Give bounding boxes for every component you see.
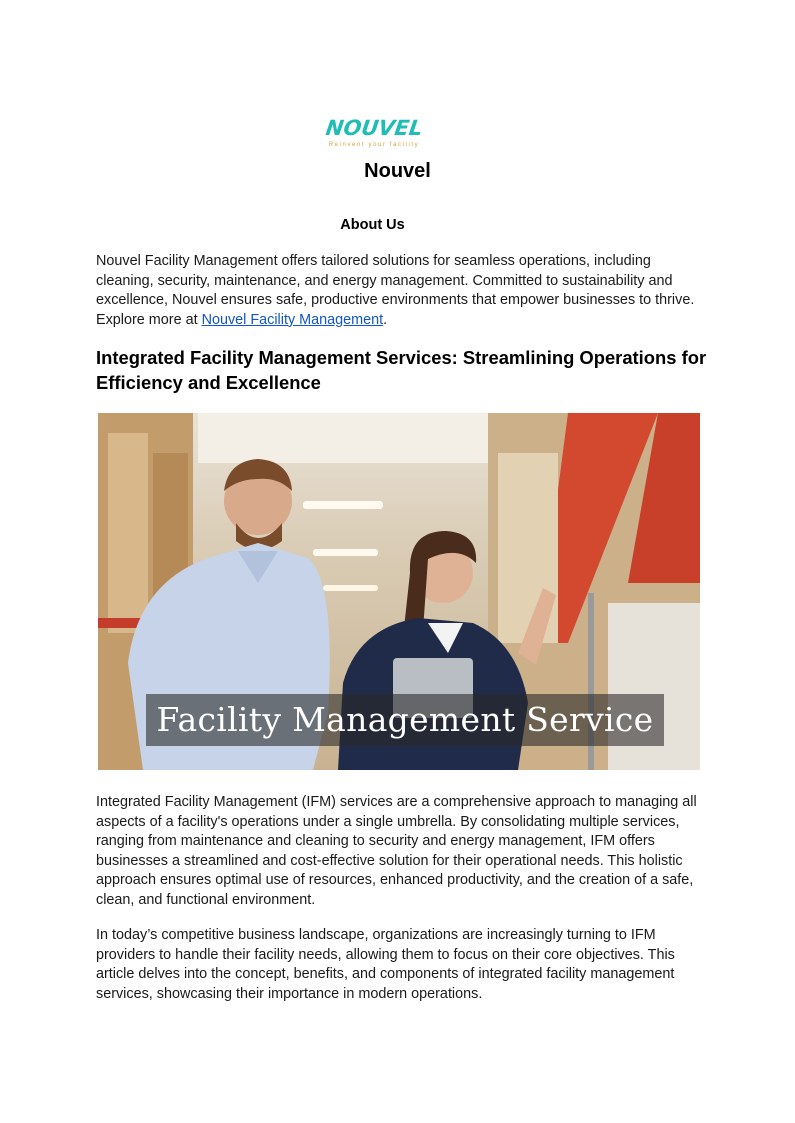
- hero-caption: Facility Management Service: [156, 700, 654, 739]
- nouvel-facility-management-link[interactable]: Nouvel Facility Management: [201, 311, 384, 328]
- article-paragraph-2: In today’s competitive business landscape, organizations are increasingly turning to IFM providers to handle their facility needs, allowing them to focus on their core objectives. This article delves into the concept, benefits, and components of integrated facility management services, showcasing their importance in modern operations.: [96, 927, 675, 1002]
- about-heading: About Us: [340, 217, 405, 233]
- about-paragraph: [96, 252, 700, 330]
- article-paragraph-1: Integrated Facility Management (IFM) services are a comprehensive approach to managing all aspects of a facility's operations under a single umbrella. By consolidating multiple services, ranging from maintenance and cleaning to security and energy management, IFM offers businesses a streamlined and cost-effective solution for their operational needs. This holistic approach ensures optimal use of resources, enhanced productivity, and the creation of a safe, clean, and functional environment.: [96, 794, 697, 908]
- company-name: Nouvel: [364, 160, 431, 182]
- logo-tagline: Reinvent your facility: [328, 142, 420, 148]
- about-text-end: .: [383, 311, 388, 328]
- article-title: Integrated Facility Management Services: Streamlining Operations for Efficiency and Excellence: [96, 347, 707, 393]
- nouvel-logo: [316, 116, 432, 156]
- logo-wordmark: NOUVEL: [324, 116, 424, 140]
- hero-image: [98, 413, 700, 770]
- about-text: Nouvel Facility Management offers tailored solutions for seamless operations, including cleaning, security, maintenance, and energy management. Committed to sustainability and excellence, Nouvel ensures safe, productive environments that empower businesses to thrive. Explore more at: [96, 253, 695, 328]
